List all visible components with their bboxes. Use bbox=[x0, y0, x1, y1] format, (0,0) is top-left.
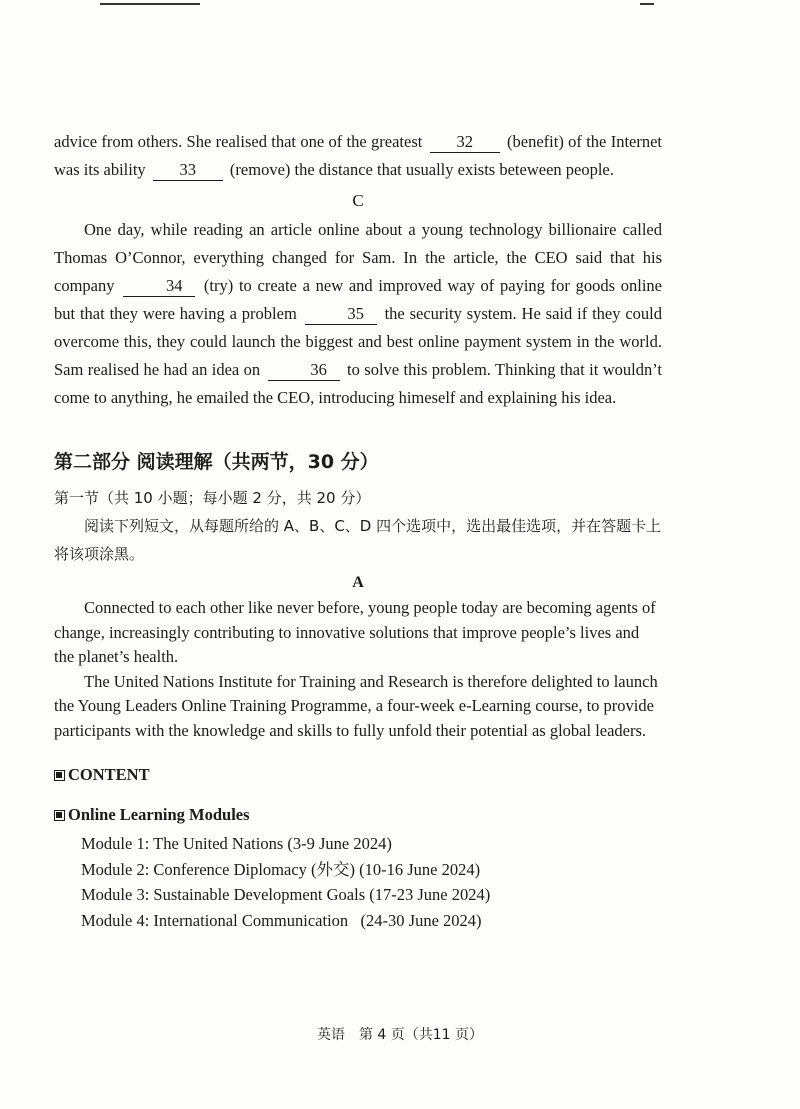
passage-a-paragraph-1: Connected to each other like never before, young people today are becoming agents of change, increasingly contributing to innovative solutions that improve people’s lives and the planet’s health. bbox=[54, 598, 656, 666]
blank-36: 36 bbox=[268, 360, 340, 381]
reading-instruction: 阅读下列短文，从每题所给的 A、B、C、D 四个选项中，选出最佳选项，并在答题卡上将该项涂黑。 bbox=[54, 517, 662, 563]
blank-34: 34 bbox=[123, 276, 195, 297]
modules-heading bbox=[54, 803, 662, 827]
checkbox-icon bbox=[54, 770, 65, 781]
passage-c-text-4: to solve this problem. Thinking that it wouldn’t come to anything, he emailed the CEO, introducing himeself and explaining his idea. bbox=[54, 360, 663, 407]
checkbox-icon bbox=[54, 810, 65, 821]
passage-a-letter: A bbox=[352, 574, 364, 591]
blank-33: 33 bbox=[153, 160, 223, 181]
content-heading bbox=[54, 763, 662, 787]
top-rule-mark bbox=[640, 3, 654, 5]
passage-a bbox=[54, 596, 662, 743]
page-top-edge bbox=[0, 0, 800, 12]
subsection-title: 第一节（共 10 小题；每小题 2 分，共 20 分） bbox=[54, 489, 371, 507]
content-heading-label: CONTENT bbox=[68, 765, 150, 784]
module-item: Module 2: Conference Diplomacy (外交) (10-16 June 2024) bbox=[81, 859, 481, 879]
module-list bbox=[81, 831, 662, 933]
passage-c-text-1: One day, while reading an article online about a young technology billionaire called Thomas O’Connor, everything changed for Sam. In the article, the CEO said that his company bbox=[54, 220, 662, 295]
module-item: Module 4: International Communication (24-30 June 2024) bbox=[81, 910, 482, 930]
top-rule-mark bbox=[100, 3, 200, 5]
passage-b-continued bbox=[54, 128, 662, 184]
passage-a-paragraph-2: The United Nations Institute for Training and Research is therefore delighted to launch the Young Leaders Online Training Programme, a four-week e-Learning course, to provide participants with the knowledge and skills to fully unfold their potential as global leaders. bbox=[54, 671, 658, 740]
module-item: Module 1: The United Nations (3-9 June 2024) bbox=[81, 834, 392, 853]
part-two-title: 第二部分 阅读理解（共两节，30 分） bbox=[54, 451, 379, 473]
blank-35: 35 bbox=[305, 304, 377, 325]
exam-page bbox=[54, 128, 662, 933]
section-c-letter: C bbox=[352, 191, 364, 210]
page-footer: 英语 第 4 页（共11 页） bbox=[316, 1027, 484, 1043]
blank-32: 32 bbox=[430, 132, 500, 153]
module-item: Module 3: Sustainable Development Goals (17-23 June 2024) bbox=[81, 885, 491, 904]
passage-c-text-3: the security system. He said if they could overcome this, they could launch the biggest and best online payment system in the world. Sam realised he had an idea on bbox=[54, 304, 663, 379]
modules-heading-label: Online Learning Modules bbox=[68, 805, 250, 824]
intro-text-2: (benefit) of the Internet was its ability bbox=[54, 132, 663, 179]
intro-text-3: (remove) the distance that usually exists beteween people. bbox=[229, 160, 614, 179]
intro-text-1: advice from others. She realised that one of the greatest bbox=[54, 132, 423, 151]
passage-c-text-2: (try) to create a new and improved way of paying for goods online but that they were having a problem bbox=[54, 276, 662, 323]
passage-c bbox=[54, 216, 662, 412]
